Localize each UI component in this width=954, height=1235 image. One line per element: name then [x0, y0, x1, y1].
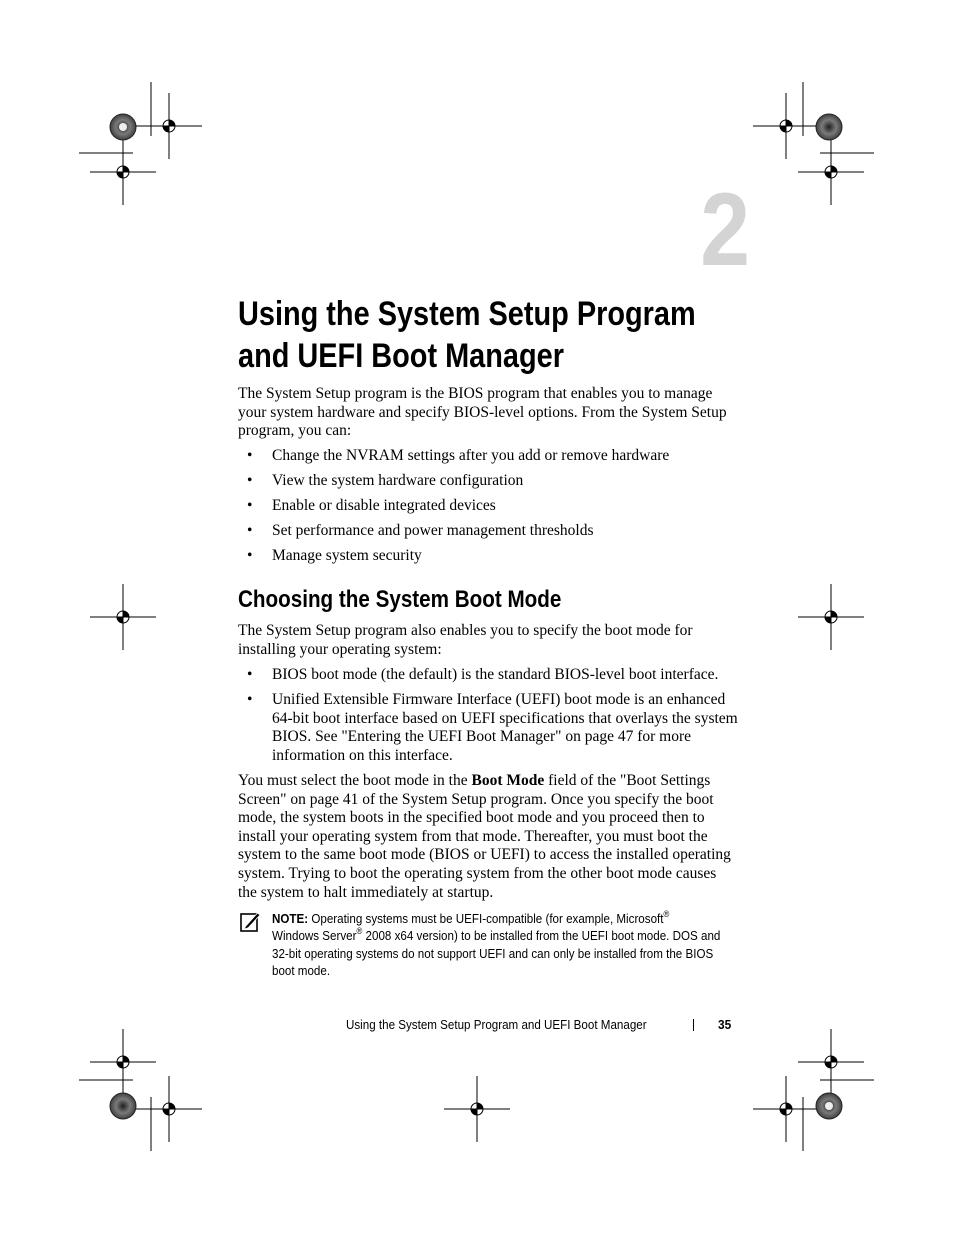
list-item: • View the system hardware configuration	[247, 471, 524, 489]
pencil-note-icon	[240, 912, 262, 932]
registered-mark: ®	[356, 926, 363, 937]
section-paragraph-2: You must select the boot mode in the Boot Mode field of the "Boot Settings Screen" on page 41 of the System Setup program. Once you specify the boot mode, the system boots in the specified boot mode and you proceed then to install your operating system from that mode. Thereafter, you must boot the system to the same boot mode (BIOS or UEFI) to access the installed operating system. Trying to boot the operating system from the other boot mode causes the system to halt immediately at startup.	[238, 772, 731, 901]
list-item: • Enable or disable integrated devices	[247, 496, 496, 514]
intro-bullet-list	[238, 447, 738, 566]
section-heading: Choosing the System Boot Mode	[238, 586, 562, 613]
color-target-disc	[816, 1093, 842, 1119]
registered-mark: ®	[663, 909, 670, 919]
chapter-title	[238, 293, 696, 377]
chapter-number: 2	[700, 172, 750, 288]
boot-mode-field-name: Boot Mode	[471, 772, 545, 789]
color-target-disc	[816, 114, 842, 140]
section-paragraph-1: The System Setup program also enables you to specify the boot mode for installing your operating system:	[238, 622, 693, 658]
intro-paragraph: The System Setup program is the BIOS program that enables you to manage your system hardware and specify BIOS-level options. From the System Setup program, you can:	[238, 385, 727, 440]
list-item: • Change the NVRAM settings after you add or remove hardware	[247, 447, 670, 464]
list-item: • Unified Extensible Firmware Interface (UEFI) boot mode is an enhanced 64-bit boot interface based on UEFI specifications that overlays the system BIOS. See "Entering the UEFI Boot Manager" on page 47 for more information on this interface.	[247, 690, 738, 764]
list-item: • Manage system security	[247, 546, 422, 564]
running-footer-title: Using the System Setup Program and UEFI Boot Manager	[346, 1017, 647, 1032]
color-target-disc	[110, 1093, 136, 1119]
list-item: • BIOS boot mode (the default) is the standard BIOS-level boot interface.	[247, 666, 719, 683]
note-text: NOTE: Operating systems must be UEFI-compatible (for example, Microsoft® Windows Server® 2008 x64 version) to be installed from the UEFI boot mode. DOS and 32-bit operating systems do not support UEFI and can only be installed from the BIOS boot mode.	[272, 909, 721, 979]
footer-separator	[693, 1019, 694, 1031]
chapter-title-line-2: and UEFI Boot Manager	[238, 337, 564, 375]
color-target-disc	[110, 114, 136, 140]
boot-mode-bullet-list	[238, 666, 738, 765]
chapter-title-line-1: Using the System Setup Program	[238, 295, 696, 333]
list-item: • Set performance and power management thresholds	[247, 521, 594, 539]
note-label: NOTE:	[272, 911, 309, 926]
page-number: 35	[718, 1017, 732, 1032]
